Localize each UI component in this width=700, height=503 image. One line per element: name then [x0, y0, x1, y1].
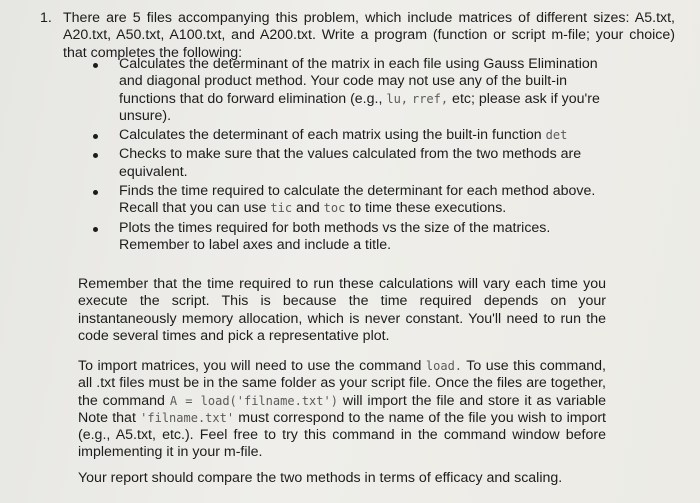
- bullet-text: Finds the time required to calculate the determinant for each method above. Recall that you can use: [119, 183, 596, 217]
- bullet-icon: [93, 190, 98, 195]
- bullet-text: Plots the times required for both methods vs the size of the matrices. Remember to label axes and include a title.: [119, 219, 551, 253]
- inline-code: det: [545, 128, 568, 143]
- bullet-text: to time these executions.: [345, 200, 507, 217]
- inline-code: A = load('filname.txt'): [169, 393, 338, 408]
- import-instructions-paragraph: [78, 358, 606, 462]
- bullet-icon: [93, 227, 98, 232]
- paragraph-text: must correspond to the name of the file you wish to import (e.g., A5.txt, etc.). Feel free to try this command in the command window before implementing it in your m-file.: [78, 409, 606, 461]
- bullet-text: Checks to make sure that the values calculated from the two methods are equivalent.: [119, 146, 582, 180]
- bullet-text: Calculates the determinant of each matrix using the built-in function: [119, 127, 546, 144]
- bullet-icon: [93, 153, 98, 158]
- paragraph-text: To import matrices, you will need to use the command: [78, 358, 426, 374]
- bullet-text: Calculates the determinant of the matrix in each file using Gauss Elimination and diagonal product method. Your code may not use any of the built-in functions that do forward elimination (e.g.,: [119, 56, 598, 107]
- inline-code: load.: [425, 359, 463, 373]
- bullet-text: etc; please ask if you're unsure).: [119, 90, 600, 124]
- requirements-list: [83, 56, 623, 256]
- list-item: [83, 56, 623, 125]
- timing-note-paragraph: Remember that the time required to run these calculations will vary each time you execute the script. This is because the time required depends on your instantaneously memory allocation, which is never constant. You'll need to run the code several times and pick a representative plot.: [78, 276, 606, 344]
- paragraph-text: will import the file and store it as variable Note that: [78, 392, 606, 426]
- inline-code: rref,: [411, 91, 449, 106]
- inline-code: lu,: [386, 91, 409, 106]
- inline-code: toc: [323, 201, 346, 216]
- bullet-icon: [93, 63, 98, 68]
- list-item: [83, 183, 623, 218]
- problem-number: 1.: [40, 10, 52, 26]
- bullet-text: and: [292, 200, 324, 217]
- report-instructions-paragraph: Your report should compare the two methods in terms of efficacy and scaling.: [78, 470, 563, 486]
- paragraph-text: To use this command, all .txt files must be in the same folder as your script file. Once the files are together, the command: [78, 358, 606, 409]
- inline-code: 'filname.txt': [140, 410, 235, 425]
- list-item: [83, 146, 623, 181]
- list-item: [83, 127, 623, 144]
- bullet-icon: [93, 134, 98, 139]
- problem-intro: There are 5 files accompanying this problem, which include matrices of different sizes: A5.txt, A20.txt, A50.txt, A100.txt, and A200.txt. Write a program (function or script m-file; your choice) that completes the following:: [63, 10, 675, 61]
- inline-code: tic: [270, 201, 293, 216]
- list-item: [83, 220, 623, 255]
